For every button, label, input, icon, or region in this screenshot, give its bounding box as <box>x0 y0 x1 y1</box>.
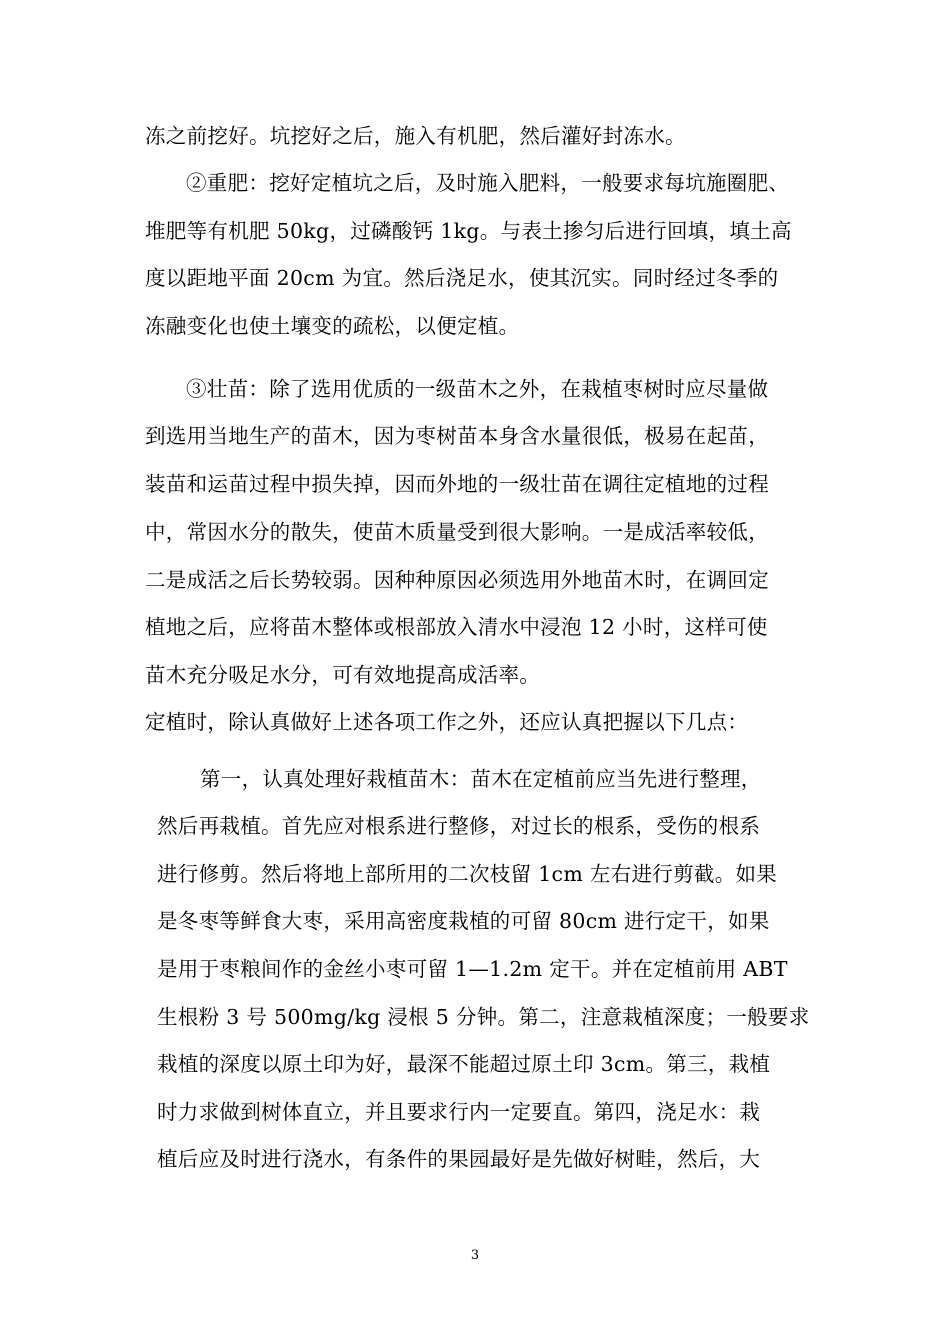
text-line: 然后再栽植。首先应对根系进行整修，对过长的根系，受伤的根系 <box>157 814 761 838</box>
text-line: 植后应及时进行浇水，有条件的果园最好是先做好树畦，然后，大 <box>157 1147 761 1171</box>
text-line: 是用于枣粮间作的金丝小枣可留 1—1.2m 定干。并在定植前用 ABT <box>157 957 788 981</box>
text-line: 植地之后，应将苗木整体或根部放入清水中浸泡 12 小时，这样可使 <box>145 615 768 639</box>
text-line: 度以距地平面 20cm 为宜。然后浇足水，使其沉实。同时经过冬季的 <box>145 266 779 290</box>
text-line: 冻之前挖好。坑挖好之后，施入有机肥，然后灌好封冻水。 <box>145 124 686 148</box>
text-line: 生根粉 3 号 500mg/kg 浸根 5 分钟。第二，注意栽植深度；一般要求 <box>157 1005 810 1029</box>
text-line: 中，常因水分的散失，使苗木质量受到很大影响。一是成活率较低， <box>145 520 769 544</box>
page-number: 3 <box>470 1248 480 1263</box>
text-line: 第一，认真处理好栽植苗木：苗木在定植前应当先进行整理， <box>200 767 762 791</box>
text-line: 到选用当地生产的苗木，因为枣树苗本身含水量很低，极易在起苗， <box>145 424 769 448</box>
text-line: 堆肥等有机肥 50kg，过磷酸钙 1kg。与表土掺匀后进行回填，填土高 <box>145 219 792 243</box>
text-line: 时力求做到树体直立，并且要求行内一定要直。第四，浇足水：栽 <box>157 1100 761 1124</box>
text-line: ②重肥：挖好定植坑之后，及时施入肥料，一般要求每坑施圈肥、 <box>186 171 790 195</box>
text-line: 进行修剪。然后将地上部所用的二次枝留 1cm 左右进行剪截。如果 <box>157 862 778 886</box>
text-line: 栽植的深度以原土印为好，最深不能超过原土印 3cm。第三，栽植 <box>157 1052 771 1076</box>
text-line: 是冬枣等鲜食大枣，采用高密度栽植的可留 80cm 进行定干，如果 <box>157 909 770 933</box>
text-line: 冻融变化也使土壤变的疏松，以便定植。 <box>145 314 520 338</box>
text-line: 二是成活之后长势较弱。因种种原因必须选用外地苗木时，在调回定 <box>145 568 769 592</box>
text-line: ③壮苗：除了选用优质的一级苗木之外，在栽植枣树时应尽量做 <box>186 377 769 401</box>
text-line: 装苗和运苗过程中损失掉，因而外地的一级壮苗在调往定植地的过程 <box>145 472 769 496</box>
text-line: 定植时，除认真做好上述各项工作之外，还应认真把握以下几点： <box>145 710 749 734</box>
text-line: 苗木充分吸足水分，可有效地提高成活率。 <box>145 663 541 687</box>
